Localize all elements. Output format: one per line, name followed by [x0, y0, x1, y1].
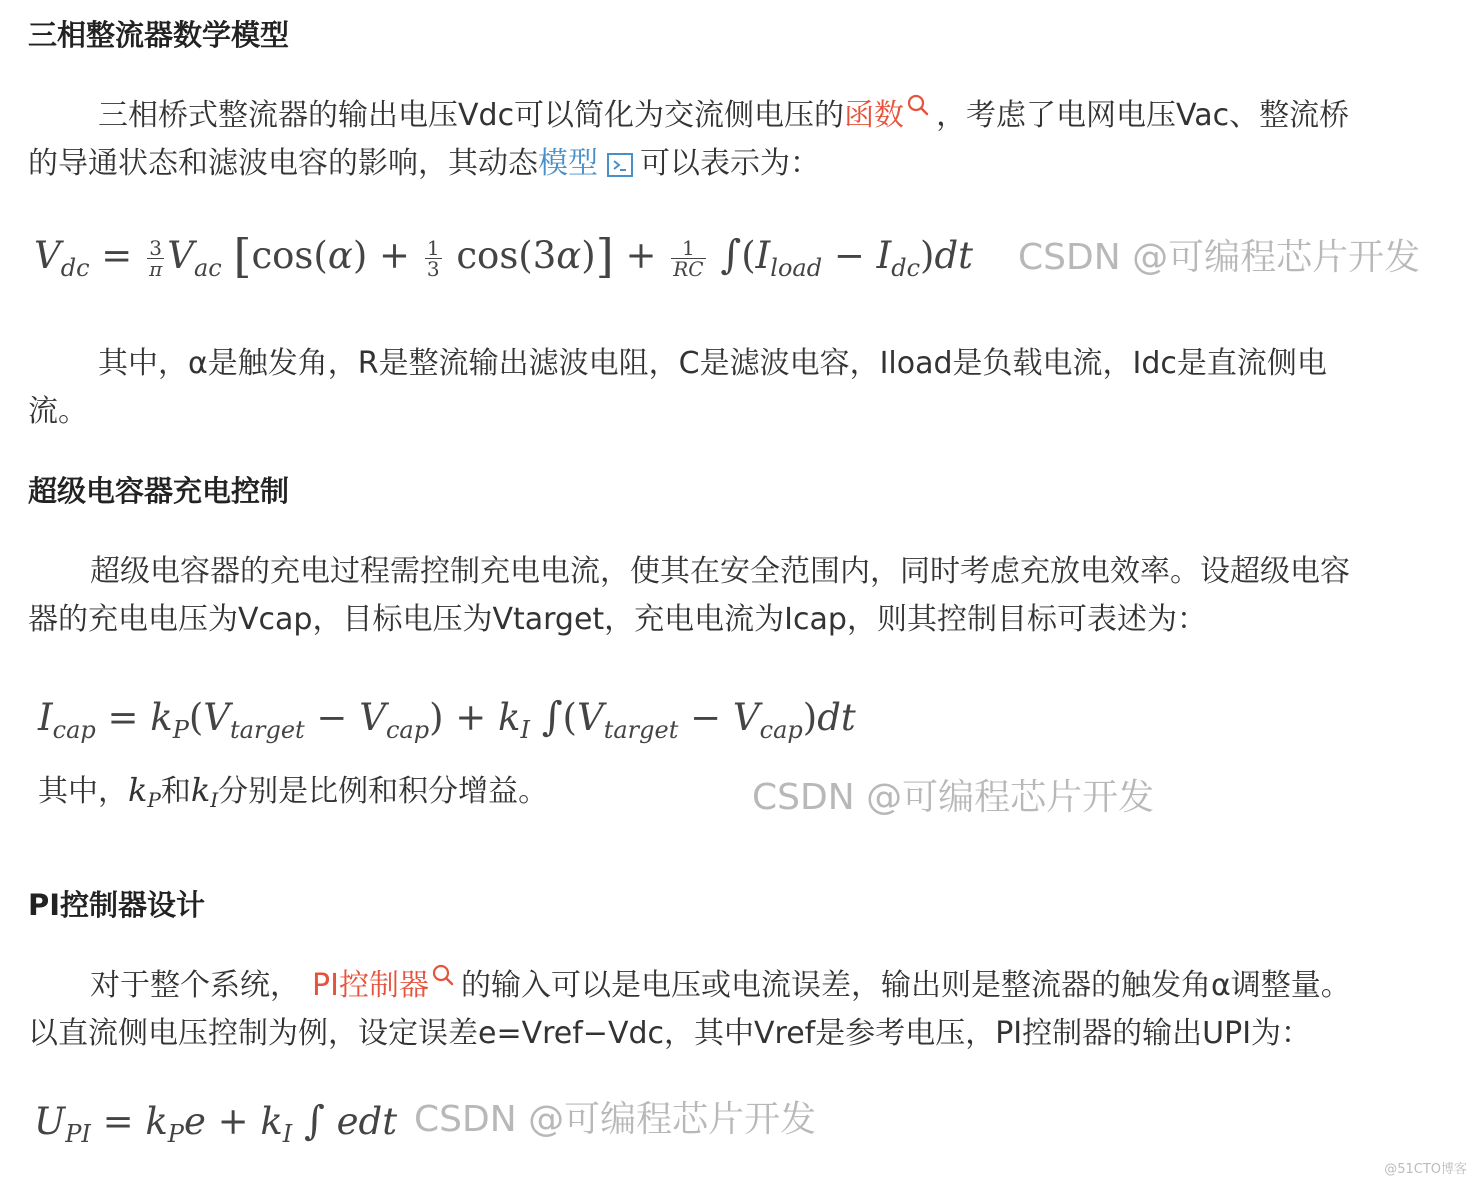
rectifier-variables-line-1: 其中，α是触发角，R是整流输出滤波电阻，C是滤波电容，Iload是负载电流，Idc是直流侧电 [98, 346, 1327, 381]
vdc-formula: $V_{dc}$ = $\frac{3}{\pi}$ $V_{ac}$ [cos(α) + $\frac{1}{3}$ cos(3α)] + $\frac{1}{RC}$ $\int(I_{load} - I_{dc})dt$ [34, 229, 974, 283]
gain-note-text-c: 分别是比例和积分增益。 [218, 774, 549, 809]
pi-intro-text-b: 的输入可以是电压或电流误差，输出则是整流器的触发角α调整量。 [460, 968, 1351, 1003]
fraction-1-over-3: $\frac{1}{3}$ [426, 236, 440, 281]
gain-note [38, 768, 548, 822]
csdn-watermark-3: CSDN @可编程芯片开发 [414, 1099, 817, 1140]
rectifier-variables-line-2: 流。 [28, 394, 88, 429]
gain-note-text-b: 和 [160, 774, 191, 809]
model-keyword-link[interactable]: 模型 [538, 146, 598, 181]
section-heading-supercap-charging: 超级电容器充电控制 [28, 474, 290, 508]
code-model-icon[interactable] [606, 150, 634, 180]
csdn-watermark-2: CSDN @可编程芯片开发 [752, 777, 1155, 818]
pi-intro-line-1 [28, 962, 1448, 1010]
kp-symbol: $k_P$ [128, 771, 161, 812]
rectifier-intro-text-c: 的导通状态和滤波电容的影响，其动态 [28, 146, 538, 181]
supercap-intro-paragraph [28, 548, 1448, 644]
fraction-3-over-pi: $\frac{3}{\pi}$ [149, 236, 163, 281]
supercap-intro-line-2: 器的充电电压为Vcap，目标电压为Vtarget，充电电流为Icap，则其控制目标可表述为： [28, 602, 1207, 637]
rectifier-variables-paragraph [28, 340, 1448, 436]
rectifier-intro-text-b: ，考虑了电网电压Vac、整流桥 [936, 98, 1350, 133]
51cto-watermark: @51CTO博客 [1384, 1162, 1467, 1177]
rectifier-intro-line-1 [28, 92, 1448, 140]
rectifier-intro-paragraph [28, 92, 1448, 188]
pi-controller-keyword-link[interactable]: PI控制器 [312, 968, 429, 1003]
pi-intro-paragraph [28, 962, 1448, 1058]
rectifier-intro-line-2 [28, 140, 1448, 188]
ki-symbol: $k_I$ [190, 771, 219, 812]
fraction-1-over-rc: $\frac{1}{RC}$ [673, 236, 704, 281]
upi-formula: $U_{PI} = k_Pe + k_I$ ∫ edt [34, 1098, 398, 1148]
search-icon[interactable] [431, 962, 455, 992]
section-heading-rectifier-model: 三相整流器数学模型 [28, 18, 290, 52]
search-icon[interactable] [906, 92, 930, 122]
supercap-intro-line-1: 超级电容器的充电过程需控制充电电流，使其在安全范围内，同时考虑充放电效率。设超级电容 [90, 554, 1350, 589]
section-heading-pi-controller: PI控制器设计 [28, 888, 206, 922]
rectifier-intro-text-d: 可以表示为： [640, 146, 820, 181]
rectifier-intro-text-a: 三相桥式整流器的输出电压Vdc可以简化为交流侧电压的 [98, 98, 845, 133]
icap-formula: $I_{cap} = k_P(V_{target} - V_{cap}) + k_I$ $\int(V_{target} - V_{cap})dt$ [38, 694, 856, 744]
pi-intro-text-a: 对于整个系统， [90, 968, 300, 1003]
gain-note-text-a: 其中， [38, 774, 128, 809]
pi-intro-line-2: 以直流侧电压控制为例，设定误差e=Vref−Vdc，其中Vref是参考电压，PI控制器的输出UPI为： [28, 1016, 1312, 1051]
csdn-watermark-1: CSDN @可编程芯片开发 [1018, 237, 1421, 278]
function-keyword-link[interactable]: 函数 [844, 98, 905, 133]
